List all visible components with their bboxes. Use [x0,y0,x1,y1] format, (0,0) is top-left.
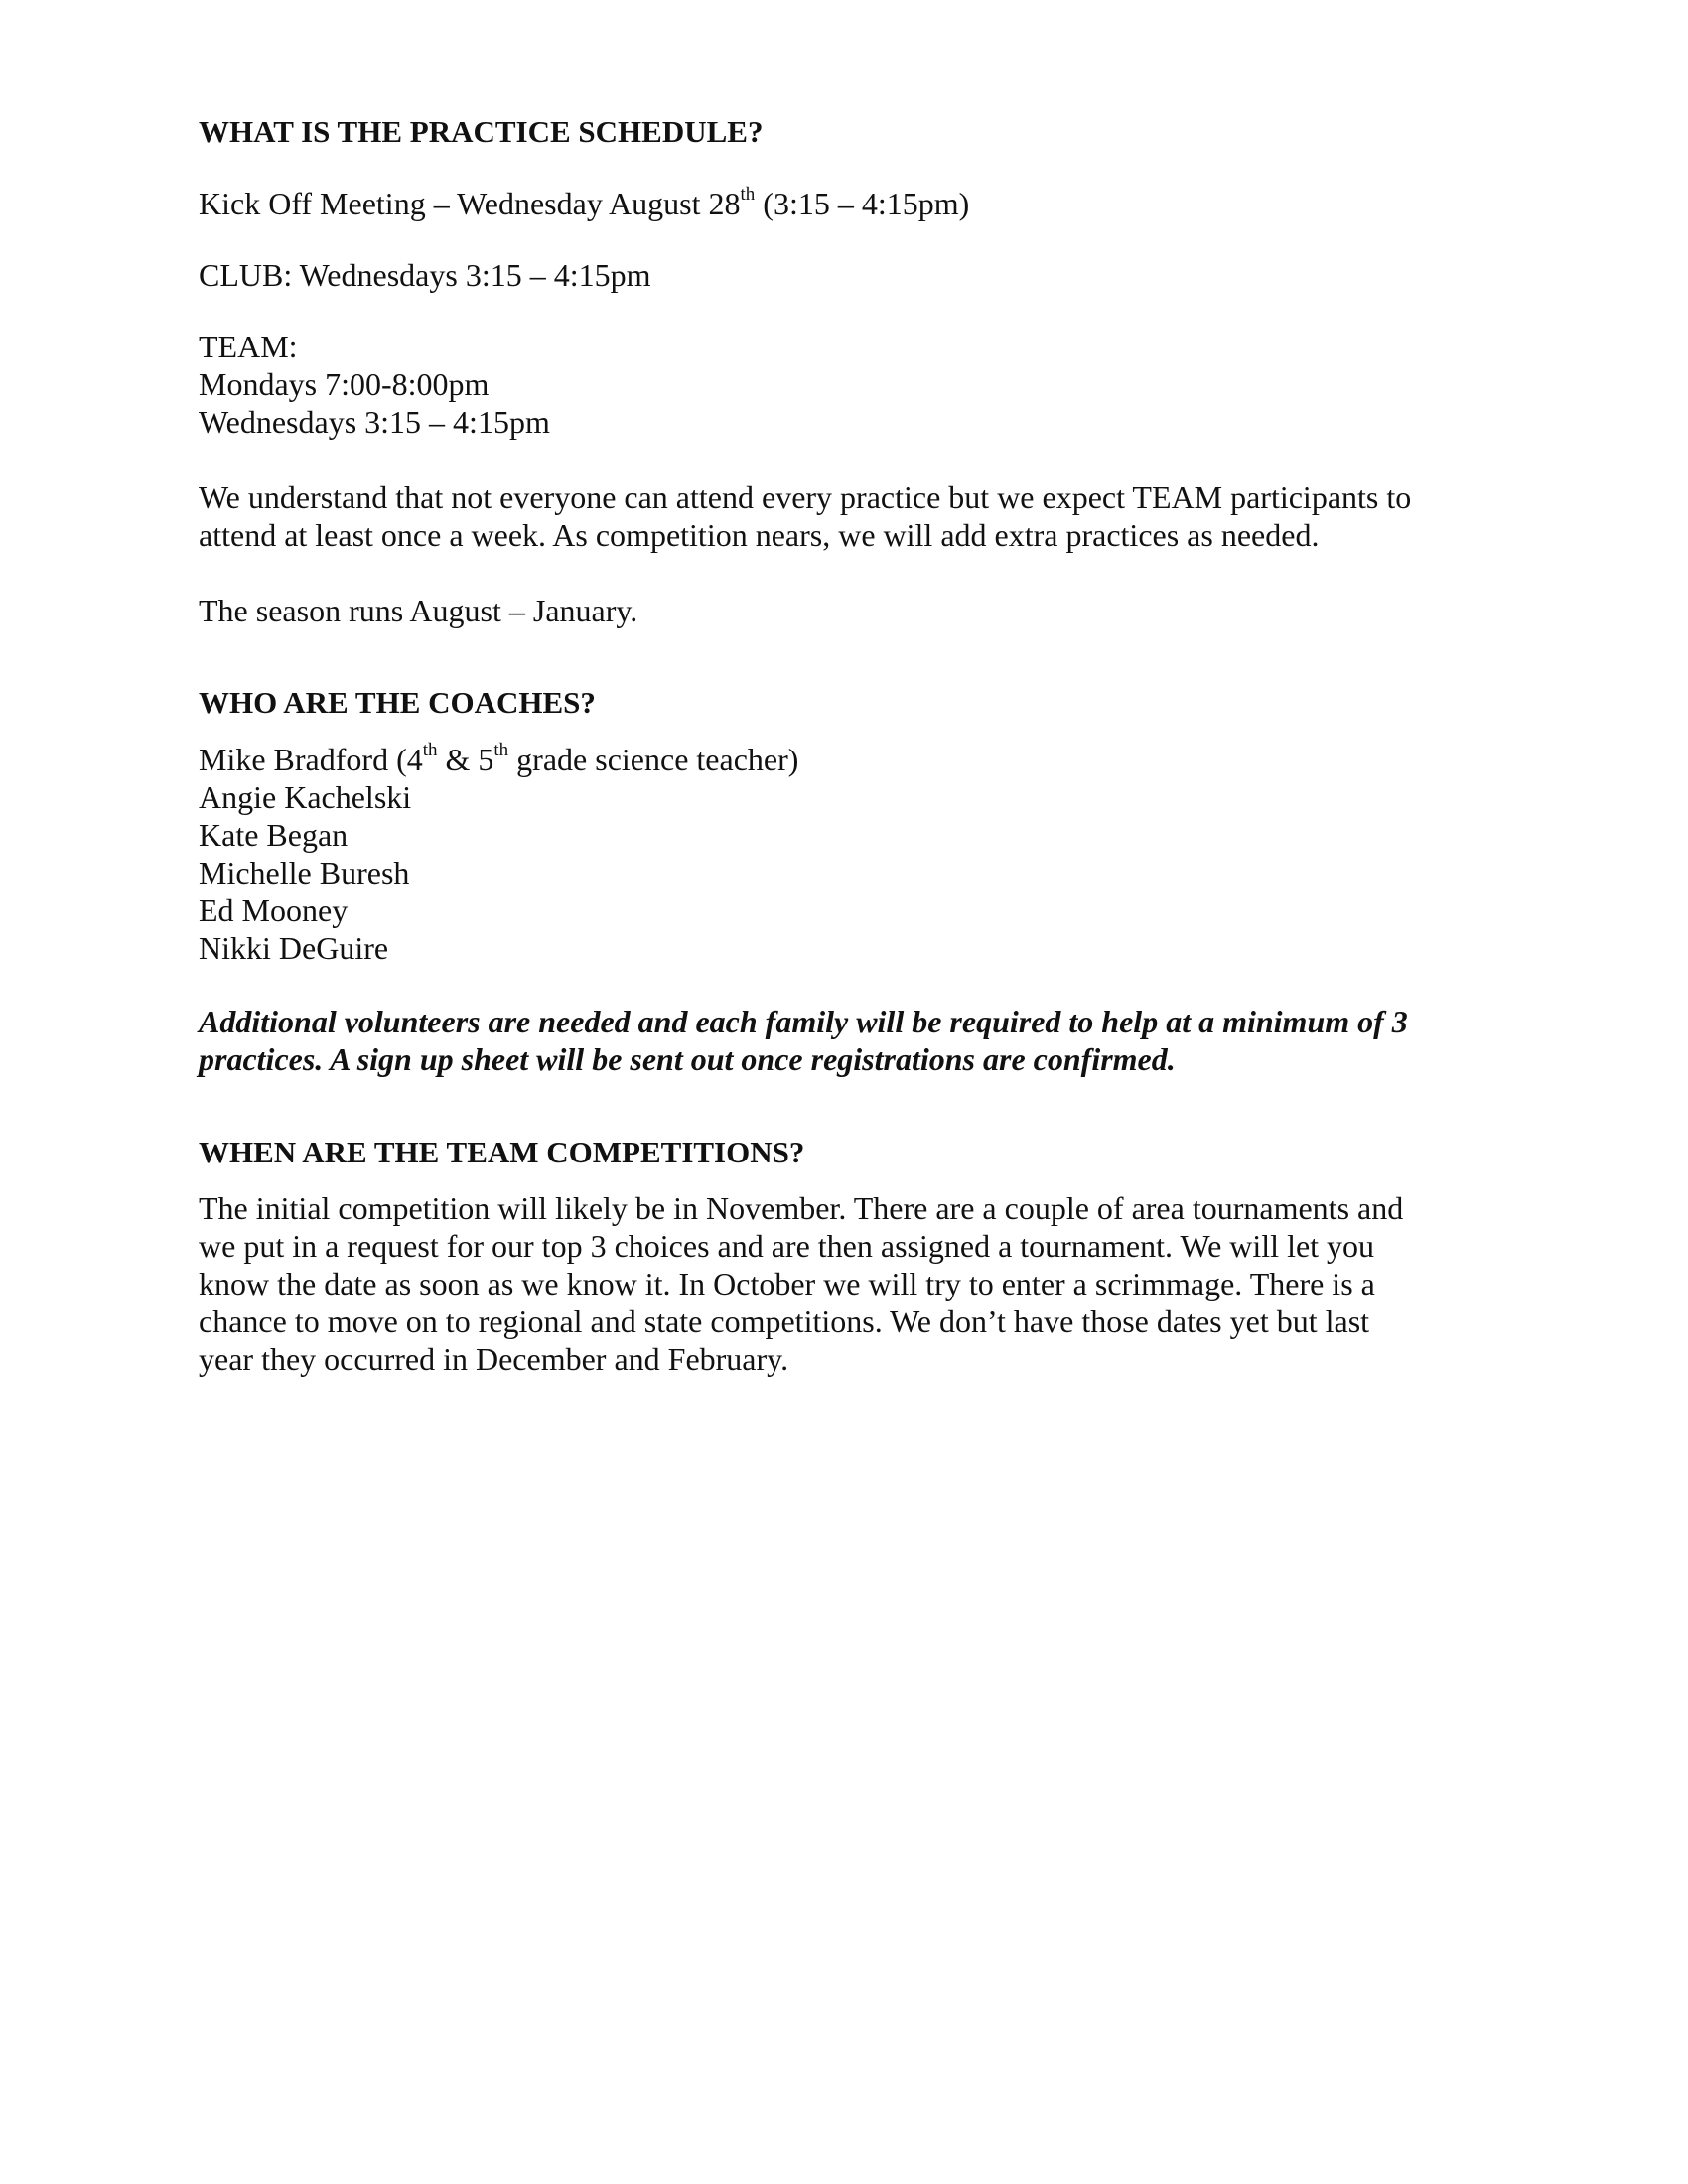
document-page [199,0,1489,2184]
paragraph-line: attend at least once a week. As competition nears, we will add extra practices as needed. [199,517,1320,553]
team-time-monday: Mondays 7:00-8:00pm [199,366,490,402]
coach-name: Mike Bradford (4 [199,742,423,777]
competitions-heading: WHEN ARE THE TEAM COMPETITIONS? [199,1135,805,1169]
coach-item: Nikki DeGuire [199,930,389,966]
paragraph-line: know the date as soon as we know it. In October we will try to enter a scrimmage. There is a [199,1266,1375,1301]
kickoff-text: Kick Off Meeting – Wednesday August 28 [199,186,741,221]
paragraph-line: Additional volunteers are needed and each family will be required to help at a minimum of 3 [199,1004,1408,1039]
kickoff-meeting-line [199,185,969,222]
coach-item [199,741,798,778]
club-schedule-line: CLUB: Wednesdays 3:15 – 4:15pm [199,257,651,293]
coach-role: grade science teacher) [508,742,799,777]
practice-schedule-heading: WHAT IS THE PRACTICE SCHEDULE? [199,114,764,149]
paragraph-line: practices. A sign up sheet will be sent out once registrations are confirmed. [199,1041,1176,1077]
paragraph-line: chance to move on to regional and state competitions. We don’t have those dates yet but last [199,1303,1370,1339]
kickoff-time: (3:15 – 4:15pm) [755,186,970,221]
coach-text: & 5 [437,742,494,777]
volunteer-note [199,1003,1408,1078]
coach-item: Kate Began [199,817,349,853]
paragraph-line: we put in a request for our top 3 choices and are then assigned a tournament. We will let you [199,1228,1375,1264]
competitions-paragraph [199,1189,1403,1378]
paragraph-line: The initial competition will likely be in November. There are a couple of area tournaments and [199,1190,1404,1226]
coach-item: Michelle Buresh [199,855,410,890]
coach-item: Ed Mooney [199,892,349,928]
coaches-heading: WHO ARE THE COACHES? [199,685,596,720]
team-time-wednesday: Wednesdays 3:15 – 4:15pm [199,404,550,440]
team-schedule [199,328,550,441]
kickoff-ordinal: th [740,184,756,205]
ordinal-sup: th [422,740,438,761]
attendance-paragraph [199,478,1411,554]
season-line: The season runs August – January. [199,593,638,628]
coaches-list [199,741,798,967]
coach-item: Angie Kachelski [199,779,412,815]
team-label: TEAM: [199,329,298,364]
paragraph-line: We understand that not everyone can attend every practice but we expect TEAM participants to [199,479,1412,515]
ordinal-sup: th [493,740,509,761]
paragraph-line: year they occurred in December and February. [199,1341,789,1377]
